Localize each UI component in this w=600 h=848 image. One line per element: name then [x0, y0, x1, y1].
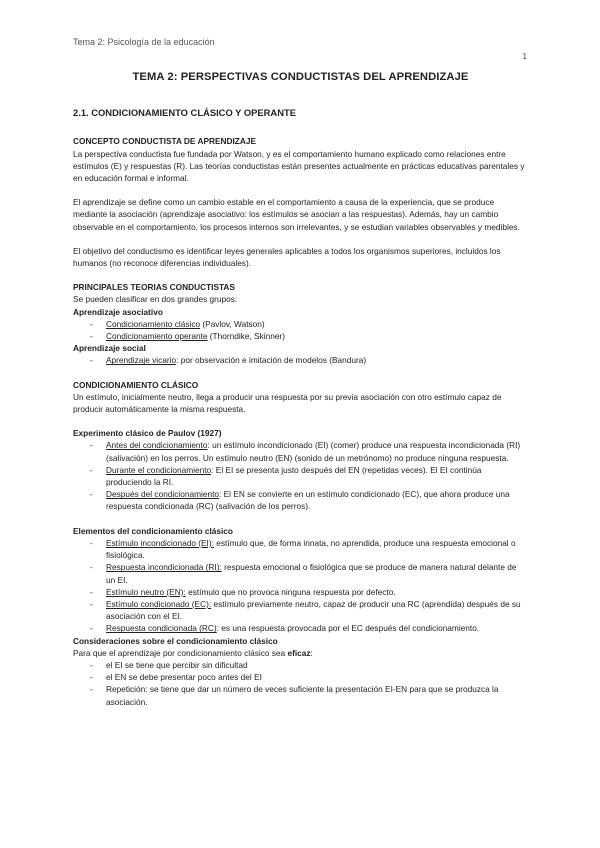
durante-detail: : El EI se presenta justo después del EN (repetidas veces). El EI continúa produciendo la RI.: [106, 464, 482, 488]
ei-detail: estímulo que, de forma innata, no aprendida, produce una respuesta emocional o fisiológica.: [106, 537, 516, 561]
list-item: [73, 439, 528, 463]
operante-detail: (Thorndike, Skinner): [207, 331, 285, 342]
list-item: [73, 330, 528, 342]
intro-text: Para que el aprendizaje por condicionamiento clásico sea: [73, 647, 288, 658]
list-item: [73, 622, 528, 634]
en-detail: estímulo que no provoca ninguna respuesta por defecto.: [185, 586, 396, 597]
asociativo-heading: Aprendizaje asociativo: [73, 306, 163, 317]
list-item: [73, 354, 528, 366]
experimento-heading: Experimento clásico de Paulov (1927): [73, 428, 222, 439]
teorias-heading: PRINCIPALES TEORIAS CONDUCTISTAS: [73, 282, 235, 293]
clasico-heading: CONDICIONAMIENTO CLÁSICO: [73, 379, 199, 390]
social-heading: Aprendizaje social: [73, 343, 146, 354]
vicario-term: Aprendizaje vicario: [106, 355, 177, 366]
section-heading: 2.1. CONDICIONAMIENTO CLÁSICO Y OPERANTE: [73, 107, 296, 119]
concepto-heading: CONCEPTO CONDUCTISTA DE APRENDIZAJE: [73, 136, 257, 147]
elementos-heading: Elementos del condicionamiento clásico: [73, 525, 233, 536]
concepto-paragraph-3: El objetivo del conductismo es identificar leyes generales aplicables a todos los organismos superiores, incluidos los humanos (no reconoce diferencias individuales).: [73, 245, 501, 269]
consideraciones-intro: [73, 647, 528, 659]
rc-term: Respuesta condicionada (RC): [106, 623, 217, 634]
ri-detail: respuesta emocional o fisiológica que se produce de manera natural delante de un EI.: [106, 562, 517, 585]
ec-detail: estímulo previamente neutro, capaz de producir una RC (aprendida) después de su asociación con el EI.: [106, 598, 521, 622]
clasico-term: Condicionamiento clásico: [106, 318, 201, 329]
social-list: [73, 354, 528, 366]
durante-term: Durante el condicionamiento: [106, 464, 212, 475]
page-number: 1: [522, 52, 527, 61]
list-item: - Repetición: se tiene que dar un número de veces suficiente la presentación EI-EN para que se produzca la asociación.: [73, 683, 528, 707]
operante-term: Condicionamiento operante: [106, 331, 208, 342]
despues-detail: : El EN se convierte en un estímulo condicionado (EC), que ahora produce una respuesta condicionada (RC) (salivación de los perros).: [106, 489, 510, 512]
antes-term: Antes del condicionamiento: [106, 440, 208, 451]
antes-detail: : un estímulo incondicionado (EI) (comer) produce una respuesta incondicionada (RI) (salivación) en los perros. Un estímulo neutro (EN) (sonido de un metrónomo) no produce ninguna respuesta.: [106, 440, 521, 463]
list-item: [73, 537, 528, 561]
document-title: TEMA 2: PERSPECTIVAS CONDUCTISTAS DEL APRENDIZAJE: [132, 71, 469, 83]
intro-emphasis: eficaz: [287, 647, 311, 658]
list-item: [73, 561, 528, 585]
vicario-detail: : por observación e imitación de modelos (Bandura): [176, 355, 367, 366]
list-item: [73, 598, 528, 622]
teorias-intro: Se pueden clasificar en dos grandes grupos:: [73, 294, 238, 305]
despues-term: Después del condicionamiento: [106, 489, 220, 500]
concepto-paragraph-1: La perspectiva conductista fue fundada por Watson, y es el comportamiento humano explicado como relaciones entre estímulos (E) y respuestas (R). Las teorías conductistas están presentes actualmente en prácticas educativas parentales y en educación formal e informal.: [73, 148, 525, 184]
clasico-detail: (Pavlov, Watson): [200, 318, 265, 329]
rc-detail: : es una respuesta provocada por el EC después del condicionamiento.: [216, 623, 480, 634]
en-term: Estímulo neutro (EN):: [106, 586, 186, 597]
consideraciones-list: [73, 659, 528, 708]
ei-term: Estímulo incondicionado (EI):: [106, 537, 214, 548]
concepto-paragraph-2: El aprendizaje se define como un cambio estable en el comportamiento a causa de la experiencia, que se produce mediante la asociación (aprendizaje asociativo: los estímulos se asocian a las respuestas). Además, hay un cambio observable en el comportamiento, los procesos internos son irrelevantes, y se estudian variables observables y medibles.: [73, 197, 520, 232]
clasico-paragraph: Un estímulo, inicialmente neutro, llega a producir una respuesta por su previa asociación con otro estímulo capaz de producir automáticamente la misma respuesta.: [73, 391, 502, 415]
ri-term: Respuesta incondicionada (RI):: [106, 562, 222, 573]
asociativo-list: [73, 318, 528, 342]
ec-term: Estímulo condicionado (EC):: [106, 598, 212, 609]
document-body: [73, 71, 528, 708]
intro-colon: :: [310, 647, 313, 658]
consideraciones-heading: Consideraciones sobre el condicionamiento clásico: [73, 635, 278, 646]
list-item: [73, 318, 528, 330]
list-item: [73, 488, 528, 512]
elementos-list: [73, 537, 528, 635]
list-item: - el EN se debe presentar poco antes del EI: [73, 671, 528, 683]
running-header: Tema 2: Psicología de la educación: [73, 37, 215, 47]
list-item: [73, 586, 528, 598]
experimento-list: [73, 439, 528, 512]
list-item: - el EI se tiene que percibir sin dificultad: [73, 659, 528, 671]
list-item: [73, 464, 528, 488]
